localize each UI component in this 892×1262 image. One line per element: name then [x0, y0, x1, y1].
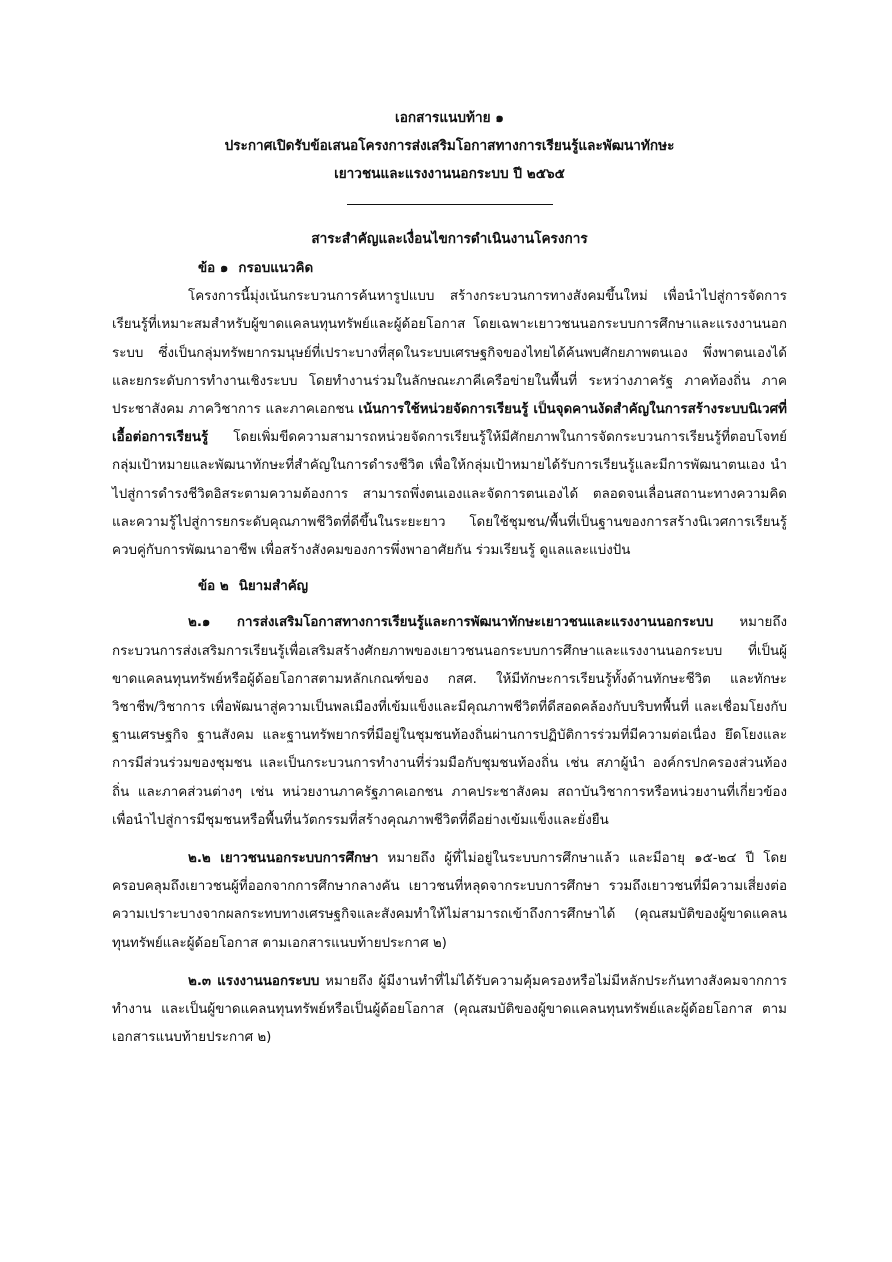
- section-2-number: ข้อ ๒: [198, 579, 229, 595]
- definition-2-1-term: ๒.๑ การส่งเสริมโอกาสทางการเรียนรู้และการพัฒนาทักษะเยาวชนและแรงงานนอกระบบ: [188, 615, 714, 631]
- title-line-3: เยาวชนและแรงงานนอกระบบ ปี ๒๕๖๕: [334, 166, 565, 182]
- section-1-heading: [112, 255, 787, 283]
- section-1-number: ข้อ ๑: [198, 261, 229, 276]
- section-1-text-b: โดยเพิ่มขีดความสามารถหน่วยจัดการเรียนรู้ให้มีศักยภาพในการจัดกระบวนการเรียนรู้ที่ตอบโจทย์กลุ่มเป้าหมายและพัฒนาทักษะที่สำคัญในการดำรงชีวิต เพื่อให้กลุ่มเป้าหมายได้รับการเรียนรู้และมีการพัฒนาตนเอง นำไปสู่การดำรงชีวิตอิสระตามความต้องการ สามารถพึ่งตนเองและจัดการตนเองได้ ตลอดจนเลื่อนสถานะทางความคิดและความรู้ไปสู่การยกระดับคุณภาพชีวิตที่ดีขึ้นในระยะยาว โดยใช้ชุมชน/พื้นที่เป็นฐานของการสร้างนิเวศการเรียนรู้ควบคู่กับการพัฒนาอาชีพ เพื่อสร้างสังคมของการพึ่งพาอาศัยกัน ร่วมเรียนรู้ ดูแลและแบ่งปัน: [112, 430, 787, 559]
- section-1-text-a: โครงการนี้มุ่งเน้นกระบวนการค้นหารูปแบบ สร้างกระบวนการทางสังคมขึ้นใหม่ เพื่อนำไปสู่การจัดการเรียนรู้ที่เหมาะสมสำหรับผู้ขาดแคลนทุนทรัพย์และผู้ด้อยโอกาส โดยเฉพาะเยาวชนนอกระบบการศึกษาและแรงงานนอกระบบ ซึ่งเป็นกลุ่มทรัพยากรมนุษย์ที่เปราะบางที่สุดในระบบเศรษฐกิจของไทยได้ค้นพบศักยภาพตนเอง พึ่งพาตนเองได้ และยกระดับการทำงานเชิงระบบ โดยทำงานร่วมในลักษณะภาคีเครือข่ายในพื้นที่ ระหว่างภาครัฐ ภาคท้องถิ่น ภาคประชาสังคม ภาควิชาการ และภาคเอกชน: [112, 289, 787, 418]
- definition-2-2-term: ๒.๒ เยาวชนนอกระบบการศึกษา: [188, 851, 379, 867]
- section-1-emphasis: เน้นการใช้หน่วยจัดการเรียนรู้ เป็นจุดคานงัดสำคัญในการสร้างระบบนิเวศที่เอื้อต่อการเรียนรู้: [112, 402, 787, 446]
- document-page: [112, 104, 787, 1052]
- section-2-heading: [112, 573, 787, 601]
- title-line-1: เอกสารแนบท้าย ๑: [395, 110, 504, 126]
- definition-2-1: [112, 609, 787, 835]
- definition-2-1-text: หมายถึง กระบวนการส่งเสริมการเรียนรู้เพื่อเสริมสร้างศักยภาพของเยาวชนนอกระบบการศึกษาและแรงงานนอกระบบ ที่เป็นผู้ขาดแคลนทุนทรัพย์หรือผู้ด้อยโอกาสตามหลักเกณฑ์ของ กสศ. ให้มีทักษะการเรียนรู้ทั้งด้านทักษะชีวิต และทักษะวิชาชีพ/วิชาการ เพื่อพัฒนาสู่ความเป็นพลเมืองที่เข้มแข็งและมีคุณภาพชีวิตที่ดีสอดคล้องกับบริบทพื้นที่ และเชื่อมโยงกับฐานเศรษฐกิจ ฐานสังคม และฐานทรัพยากรที่มีอยู่ในชุมชนท้องถิ่นผ่านการปฏิบัติการร่วมที่มีความต่อเนื่อง ยึดโยงและการมีส่วนร่วมของชุมชน และเป็นกระบวนการทำงานที่ร่วมมือกับชุมชนท้องถิ่น เช่น สภาผู้นำ องค์กรปกครองส่วนท้องถิ่น และภาคส่วนต่างๆ เช่น หน่วยงานภาครัฐภาคเอกชน ภาคประชาสังคม สถาบันวิชาการหรือหน่วยงานที่เกี่ยวข้อง เพื่อนำไปสู่การมีชุมชนหรือพื้นที่นวัตกรรมที่สร้างคุณภาพชีวิตที่ดีอย่างเข้มแข็งและยั่งยืน: [112, 615, 788, 828]
- section-2-title: นิยามสำคัญ: [238, 579, 309, 595]
- title-divider: [347, 204, 553, 205]
- definition-2-3: [112, 968, 787, 1053]
- definition-2-3-term: ๒.๓ แรงงานนอกระบบ: [188, 973, 320, 989]
- section-subtitle: สาระสำคัญและเงื่อนไขการดำเนินงานโครงการ: [311, 231, 588, 247]
- section-1-title: กรอบแนวคิด: [238, 261, 314, 276]
- title-line-2: ประกาศเปิดรับข้อเสนอโครงการส่งเสริมโอกาสทางการเรียนรู้และพัฒนาทักษะ: [224, 138, 675, 154]
- definition-2-3-text: หมายถึง ผู้มีงานทำที่ไม่ได้รับความคุ้มครองหรือไม่มีหลักประกันทางสังคมจากการทำงาน และเป็นผู้ขาดแคลนทุนทรัพย์หรือเป็นผู้ด้อยโอกาส (คุณสมบัติของผู้ขาดแคลนทุนทรัพย์และผู้ด้อยโอกาส ตามเอกสารแนบท้ายประกาศ ๒): [112, 973, 787, 1046]
- definition-2-2-text: หมายถึง ผู้ที่ไม่อยู่ในระบบการศึกษาแล้ว และมีอายุ ๑๕-๒๔ ปี โดยครอบคลุมถึงเยาวชนผู้ที่ออกจากการศึกษากลางคัน เยาวชนที่หลุดจากระบบการศึกษา รวมถึงเยาวชนที่มีความเสี่ยงต่อความเปราะบางจากผลกระทบทางเศรษฐกิจและสังคมทำให้ไม่สามารถเข้าถึงการศึกษาได้ (คุณสมบัติของผู้ขาดแคลนทุนทรัพย์และผู้ด้อยโอกาส ตามเอกสารแนบท้ายประกาศ ๒): [112, 851, 787, 951]
- definition-2-2: [112, 845, 787, 958]
- section-1-paragraph: [112, 283, 787, 565]
